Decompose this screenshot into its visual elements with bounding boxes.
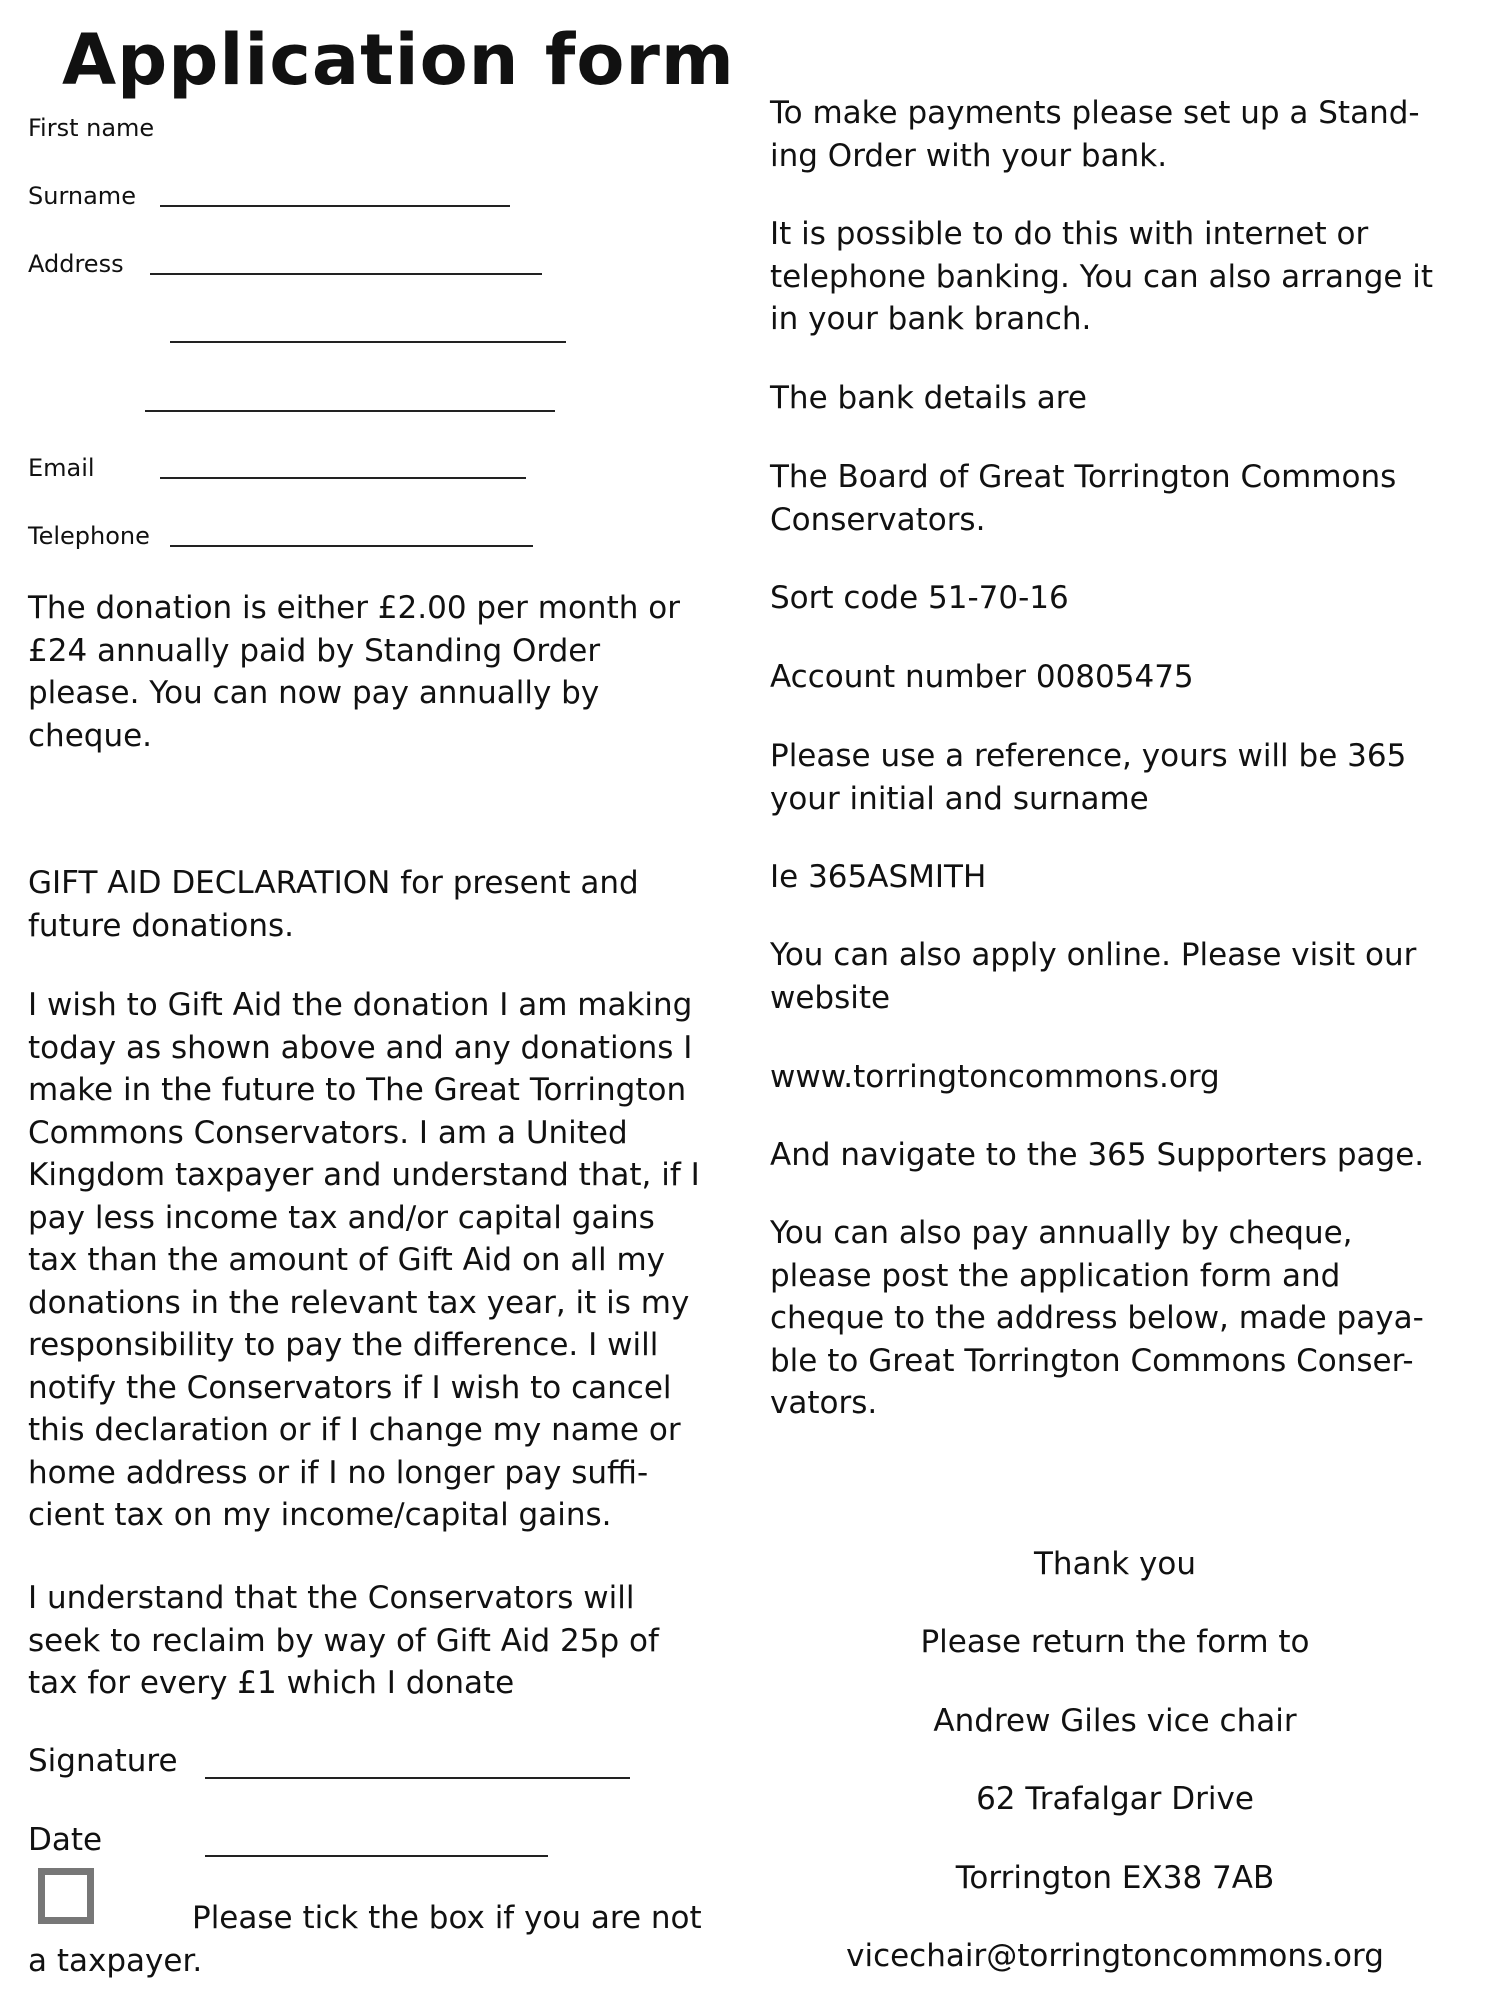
address-field-line-1[interactable] [150,273,542,275]
website-link[interactable]: www.torringtoncommons.org [770,1059,1220,1095]
donation-text: The donation is either £2.00 per month or £24 annually paid by Standing Order please. You can now pay annually by cheque. [28,590,680,754]
surname-label: Surname [28,182,136,210]
surname-field[interactable] [160,205,510,207]
return-name: Andrew Giles vice chair [933,1703,1297,1739]
tick-box-text: Please tick the box if you are not [192,1900,702,1936]
signature-field[interactable] [205,1777,630,1779]
address-field-line-2[interactable] [170,341,566,343]
tick-box-text-continued: a taxpayer. [28,1943,203,1979]
address-field-line-3[interactable] [145,410,555,412]
telephone-label: Telephone [28,522,150,550]
reference-example: Ie 365ASMITH [770,859,987,895]
return-street: 62 Trafalgar Drive [976,1781,1254,1817]
gift-aid-reclaim: I understand that the Conservators will seek to reclaim by way of Gift Aid 25p of tax for every £1 which I donate [28,1580,659,1701]
apply-online-text: You can also apply online. Please visit our website [770,937,1417,1016]
signature-label: Signature [28,1743,178,1779]
page-title: Application form [62,19,735,101]
account-number: Account number 00805475 [770,659,1194,695]
reference-text: Please use a reference, yours will be 365 your initial and surname [770,738,1407,817]
address-label: Address [28,250,124,278]
gift-aid-heading: GIFT AID DECLARATION for present and future donations. [28,865,639,944]
return-email[interactable]: vicechair@torringtoncommons.org [846,1938,1384,1974]
date-label: Date [28,1822,103,1858]
email-label: Email [28,454,95,482]
internet-banking-text: It is possible to do this with internet or telephone banking. You can also arrange it in your bank branch. [770,216,1434,337]
not-taxpayer-checkbox[interactable] [38,1868,94,1924]
bank-details-intro: The bank details are [770,380,1087,416]
return-instruction: Please return the form to [920,1624,1310,1660]
gift-aid-declaration: I wish to Gift Aid the donation I am making today as shown above and any donations I make in the future to The Great Torrington Commons Conservators. I am a United Kingdom taxpayer and understand that, if I pay less income tax and/or capital gains tax than the amount of Gift Aid on all my donations in the relevant tax year, it is my responsibility to pay the difference. I will notify the Conservators if I wish to cancel this declaration or if I change my name or home address or if I no longer pay suffi- cient tax on my income/capital gains. [28,987,700,1533]
thank-you: Thank you [1034,1546,1196,1582]
telephone-field[interactable] [170,545,533,547]
bank-account-name: The Board of Great Torrington Commons Conservators. [770,459,1397,538]
navigate-text: And navigate to the 365 Supporters page. [770,1137,1425,1173]
date-field[interactable] [205,1855,548,1857]
sort-code: Sort code 51-70-16 [770,580,1069,616]
standing-order-text: To make payments please set up a Stand- ing Order with your bank. [770,95,1420,174]
email-field[interactable] [160,477,526,479]
first-name-label: First name [28,114,155,142]
return-town: Torrington EX38 7AB [955,1860,1275,1896]
cheque-text: You can also pay annually by cheque, please post the application form and cheque to the address below, made paya- ble to Great Torrington Commons Conser- vators. [770,1215,1424,1421]
